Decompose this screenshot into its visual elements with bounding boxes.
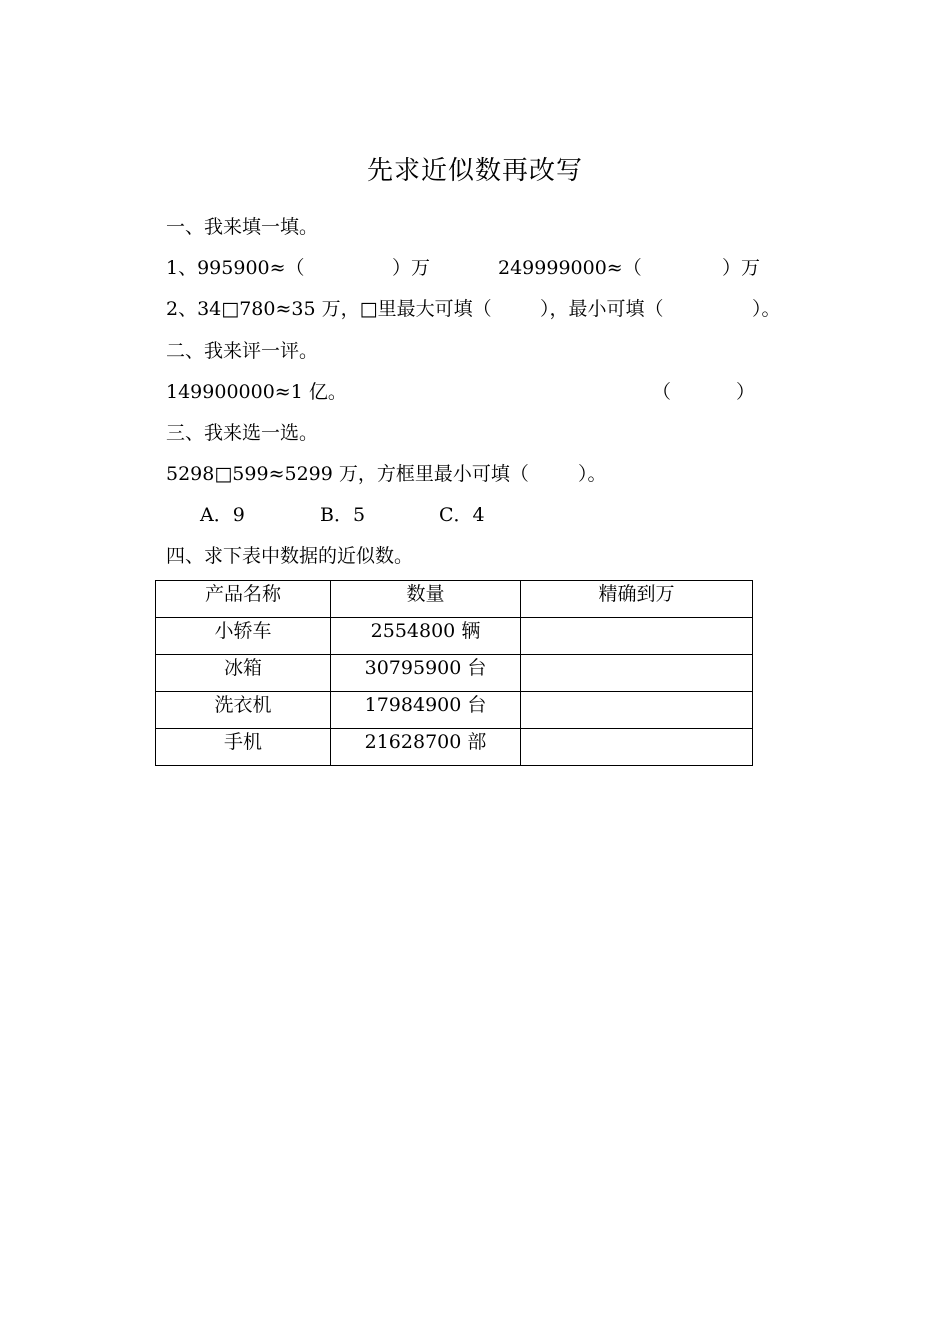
option-a: A．9 [200, 504, 245, 526]
cell-product: 手机 [156, 729, 331, 766]
table-header-row [156, 581, 753, 618]
section-1-heading: 一、我来填一填。 [166, 216, 319, 238]
cell-answer[interactable] [521, 655, 753, 692]
cell-product: 小轿车 [156, 618, 331, 655]
cell-answer[interactable] [521, 618, 753, 655]
option-c: C．4 [439, 504, 485, 526]
question-1-line [166, 255, 806, 281]
header-rounded-to-wan: 精确到万 [521, 581, 753, 618]
table-row [156, 729, 753, 766]
q1-part1-text: 1、995900≈（ [166, 257, 305, 279]
cell-quantity: 30795900 台 [331, 655, 521, 692]
choice-question-line [166, 461, 636, 487]
q1-part2-end: ）万 [722, 257, 761, 279]
cell-answer[interactable] [521, 692, 753, 729]
q2-text: 2、34□780≈35 万，□里最大可填（ [166, 298, 492, 320]
section-2-heading: 二、我来评一评。 [166, 340, 319, 362]
option-b: B．5 [320, 504, 366, 526]
cell-product: 冰箱 [156, 655, 331, 692]
judgement-line [166, 379, 786, 405]
table-row [156, 692, 753, 729]
choice-question-end: ）。 [578, 463, 607, 485]
header-product-name: 产品名称 [156, 581, 331, 618]
q1-part2-text: 249999000≈（ [498, 257, 642, 279]
choice-question-text: 5298□599≈5299 万，方框里最小可填（ [166, 463, 529, 485]
cell-answer[interactable] [521, 729, 753, 766]
table-row [156, 618, 753, 655]
choice-options [200, 502, 520, 528]
cell-quantity: 2554800 辆 [331, 618, 521, 655]
cell-quantity: 21628700 部 [331, 729, 521, 766]
q2-mid: ），最小可填（ [540, 298, 664, 320]
section-3-heading: 三、我来选一选。 [166, 422, 319, 444]
judgement-statement: 149900000≈1 亿。 [166, 381, 347, 403]
q2-end: ）。 [752, 298, 781, 320]
judgement-paren-open: （ [652, 381, 672, 403]
section-4-heading: 四、求下表中数据的近似数。 [166, 545, 414, 567]
page-title: 先求近似数再改写 [366, 156, 583, 186]
approximation-table [155, 580, 753, 766]
cell-quantity: 17984900 台 [331, 692, 521, 729]
judgement-paren-close: ） [736, 381, 756, 403]
header-quantity: 数量 [331, 581, 521, 618]
cell-product: 洗衣机 [156, 692, 331, 729]
question-2-line [166, 296, 826, 322]
table-row [156, 655, 753, 692]
q1-part1-end: ）万 [392, 257, 431, 279]
